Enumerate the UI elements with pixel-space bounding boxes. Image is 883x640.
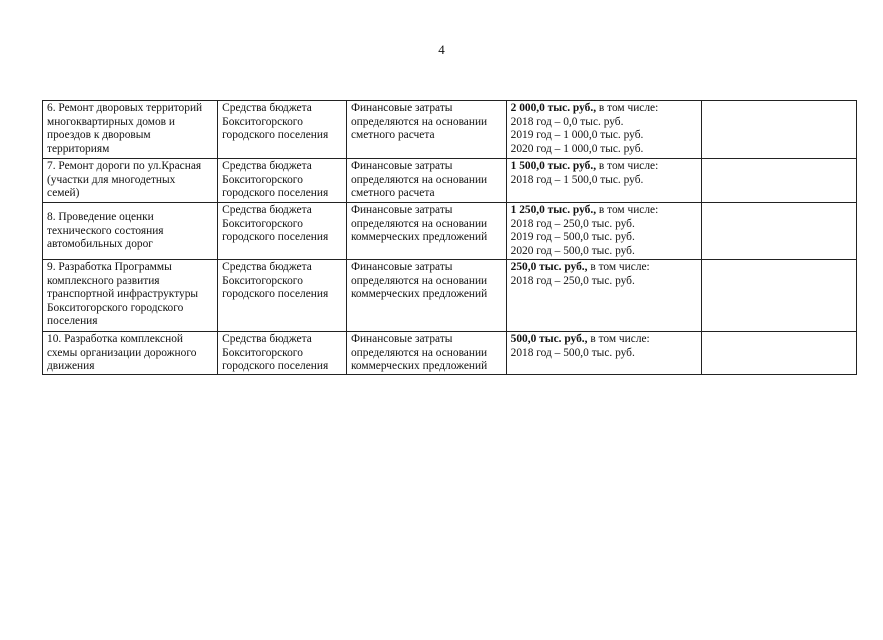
total-amount-suffix: в том числе: xyxy=(596,102,659,114)
measure-name: 9. Разработка Программы комплексного развития транспортной инфраструктуры Бокситогорского городского поселения xyxy=(47,261,199,327)
amount-cell xyxy=(506,203,702,260)
year-amount: 2018 год – 500,0 тыс. руб. xyxy=(510,346,635,359)
total-amount-bold: 2 000,0 тыс. руб., xyxy=(510,102,597,114)
measure-name-cell xyxy=(43,101,218,159)
amount-cell xyxy=(506,101,702,159)
funding-source: Средства бюджета Бокситогорского городского поселения xyxy=(222,261,329,300)
funding-source-cell xyxy=(218,159,347,203)
table-row xyxy=(43,159,857,203)
year-amount: 2018 год – 250,0 тыс. руб. xyxy=(510,217,635,230)
cost-basis: Финансовые затраты определяются на основании коммерческих предложений xyxy=(350,261,488,300)
total-amount xyxy=(511,333,698,347)
total-amount-suffix: в том числе: xyxy=(596,160,659,172)
empty-cell xyxy=(702,101,857,159)
measure-name-cell xyxy=(43,203,218,260)
year-amount: 2019 год – 1 000,0 тыс. руб. xyxy=(510,129,644,141)
funding-source-cell xyxy=(218,260,347,332)
table-row xyxy=(43,101,857,159)
year-amount: 2018 год – 0,0 тыс. руб. xyxy=(510,115,624,128)
cost-basis-cell xyxy=(346,203,506,260)
measure-name: 6. Ремонт дворовых территорий многоквартирных домов и проездов к дворовым территориям xyxy=(47,102,203,155)
total-amount xyxy=(511,102,698,116)
page-number: 4 xyxy=(438,42,445,57)
year-amount: 2019 год – 500,0 тыс. руб. xyxy=(510,231,635,243)
total-amount-suffix: в том числе: xyxy=(587,333,650,345)
year-amount: 2020 год – 1 000,0 тыс. руб. xyxy=(510,142,644,155)
cost-basis-cell xyxy=(346,159,506,203)
total-amount-bold: 500,0 тыс. руб., xyxy=(510,333,588,345)
year-amount: 2018 год – 1 500,0 тыс. руб. xyxy=(510,173,644,186)
funding-source: Средства бюджета Бокситогорского городского поселения xyxy=(222,333,329,372)
measure-name: 10. Разработка комплексной схемы организации дорожного движения xyxy=(47,333,197,372)
funding-source: Средства бюджета Бокситогорского городского поселения xyxy=(222,160,329,199)
cost-basis: Финансовые затраты определяются на основании коммерческих предложений xyxy=(350,204,488,243)
empty-cell xyxy=(702,159,857,203)
table-row xyxy=(43,203,857,260)
table-row xyxy=(43,260,857,332)
empty-cell xyxy=(702,203,857,260)
funding-source-cell xyxy=(218,101,347,159)
total-amount xyxy=(511,160,698,174)
total-amount xyxy=(511,204,698,218)
funding-source-cell xyxy=(218,332,347,375)
table-row xyxy=(43,332,857,375)
cost-basis-cell xyxy=(346,332,506,375)
budget-table xyxy=(42,100,857,375)
cost-basis: Финансовые затраты определяются на основании сметного расчета xyxy=(350,160,488,199)
year-amount: 2018 год – 250,0 тыс. руб. xyxy=(510,274,635,287)
total-amount xyxy=(511,261,698,275)
empty-cell xyxy=(702,260,857,332)
funding-source-cell xyxy=(218,203,347,260)
measure-name-cell xyxy=(43,260,218,332)
total-amount-suffix: в том числе: xyxy=(596,204,659,216)
cost-basis: Финансовые затраты определяются на основании сметного расчета xyxy=(350,102,488,141)
year-amount: 2020 год – 500,0 тыс. руб. xyxy=(510,244,635,257)
funding-source: Средства бюджета Бокситогорского городского поселения xyxy=(222,204,329,243)
total-amount-bold: 250,0 тыс. руб., xyxy=(510,261,588,273)
measure-name-cell xyxy=(43,159,218,203)
measure-name-cell xyxy=(43,332,218,375)
empty-cell xyxy=(702,332,857,375)
cost-basis: Финансовые затраты определяются на основании коммерческих предложений xyxy=(350,333,488,372)
measure-name: 7. Ремонт дороги по ул.Красная (участки для многодетных семей) xyxy=(47,160,202,199)
amount-cell xyxy=(506,332,702,375)
measure-name: 8. Проведение оценки технического состояния автомобильных дорог xyxy=(47,211,164,251)
amount-cell xyxy=(506,159,702,203)
cost-basis-cell xyxy=(346,260,506,332)
funding-source: Средства бюджета Бокситогорского городского поселения xyxy=(222,102,329,141)
total-amount-bold: 1 250,0 тыс. руб., xyxy=(510,204,597,216)
amount-cell xyxy=(506,260,702,332)
total-amount-bold: 1 500,0 тыс. руб., xyxy=(510,160,597,172)
cost-basis-cell xyxy=(346,101,506,159)
total-amount-suffix: в том числе: xyxy=(587,261,650,273)
